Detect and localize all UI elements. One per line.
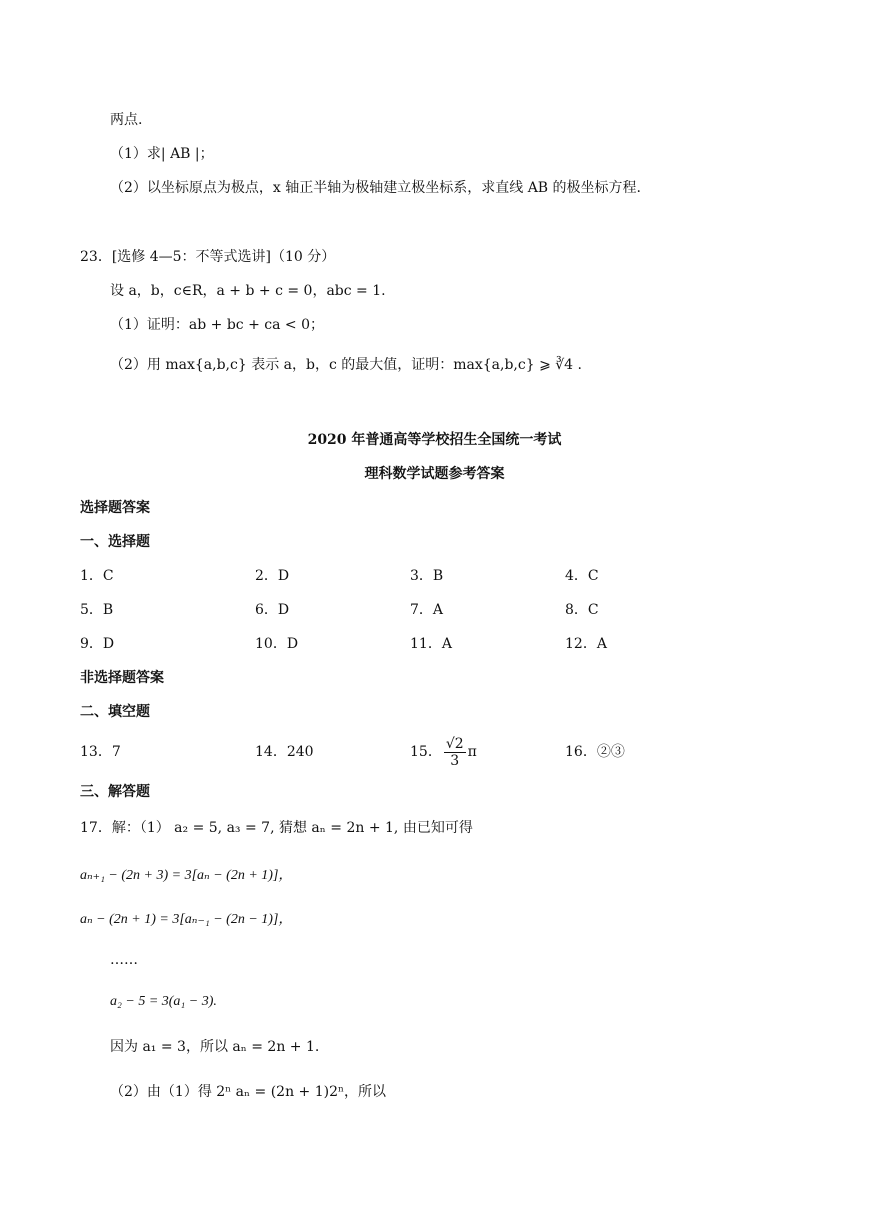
- text-line-find-ab: （1）求| AB |；: [110, 146, 214, 162]
- section-part1-heading: 一、选择题: [80, 534, 150, 550]
- section-part3-heading: 三、解答题: [80, 784, 150, 800]
- choice-answer: 2．D: [255, 568, 290, 584]
- choice-answer: 7．A: [410, 602, 444, 618]
- choice-answer: 10．D: [255, 636, 299, 652]
- fraction: [444, 736, 466, 769]
- choice-answer: 8．C: [565, 602, 599, 618]
- answer-title: 2020 年普通高等学校招生全国统一考试: [307, 432, 562, 448]
- solution-17-line: aₙ − (2n + 1) = 3[aₙ₋₁ − (2n − 1)]，: [80, 912, 293, 927]
- solution-17-line: aₙ₊₁ − (2n + 3) = 3[aₙ − (2n + 1)]，: [80, 868, 293, 883]
- text-line-polar-equation: （2）以坐标原点为极点，x 轴正半轴为极轴建立极坐标系，求直线 AB 的极坐标方程.: [110, 180, 641, 196]
- answer-subtitle: 理科数学试题参考答案: [364, 466, 505, 482]
- choice-answer: 5．B: [80, 602, 114, 618]
- question-23-part1: （1）证明：ab + bc + ca < 0；: [110, 317, 325, 333]
- fill-answer-13: 13．7: [80, 744, 121, 760]
- fill-answer-15-label: 15．: [410, 744, 442, 760]
- solution-17-line: 因为 a₁ = 3，所以 aₙ = 2n + 1.: [110, 1039, 320, 1055]
- text-line-two-points: 两点.: [110, 112, 143, 128]
- choice-answer: 6．D: [255, 602, 290, 618]
- choice-answer: 3．B: [410, 568, 444, 584]
- question-23-header: 23．[选修 4—5：不等式选讲]（10 分）: [80, 249, 336, 265]
- fill-answer-14: 14．240: [255, 744, 314, 760]
- fraction-denominator: 3: [450, 752, 460, 769]
- choice-answer: 4．C: [565, 568, 599, 584]
- solution-17-line: 17．解：（1） a₂ = 5, a₃ = 7, 猜想 aₙ = 2n + 1, 由已知可得: [80, 820, 473, 836]
- solution-17-line: a₂ − 5 = 3(a₁ − 3).: [110, 994, 217, 1009]
- section-nonchoice-answers: 非选择题答案: [80, 670, 164, 686]
- section-choice-answers: 选择题答案: [80, 500, 150, 516]
- question-23-setup: 设 a，b，c∈R，a + b + c = 0，abc = 1.: [110, 283, 386, 299]
- choice-answer: 9．D: [80, 636, 115, 652]
- choice-answer: 12．A: [565, 636, 607, 652]
- section-part2-heading: 二、填空题: [80, 704, 150, 720]
- fill-answer-15: [410, 730, 477, 774]
- choice-answer: 1．C: [80, 568, 114, 584]
- choice-answer: 11．A: [410, 636, 452, 652]
- question-23-part2: （2）用 max{a,b,c} 表示 a，b，c 的最大值，证明：max{a,b,c} ⩾ ∛4 .: [110, 357, 582, 373]
- fraction-numerator: √2: [445, 735, 464, 752]
- fill-answer-16: 16．②③: [565, 744, 625, 760]
- solution-17-line: （2）由（1）得 2ⁿ aₙ = (2n + 1)2ⁿ，所以: [110, 1084, 387, 1100]
- solution-17-ellipsis: ……: [110, 952, 138, 968]
- pi-symbol: π: [467, 744, 477, 760]
